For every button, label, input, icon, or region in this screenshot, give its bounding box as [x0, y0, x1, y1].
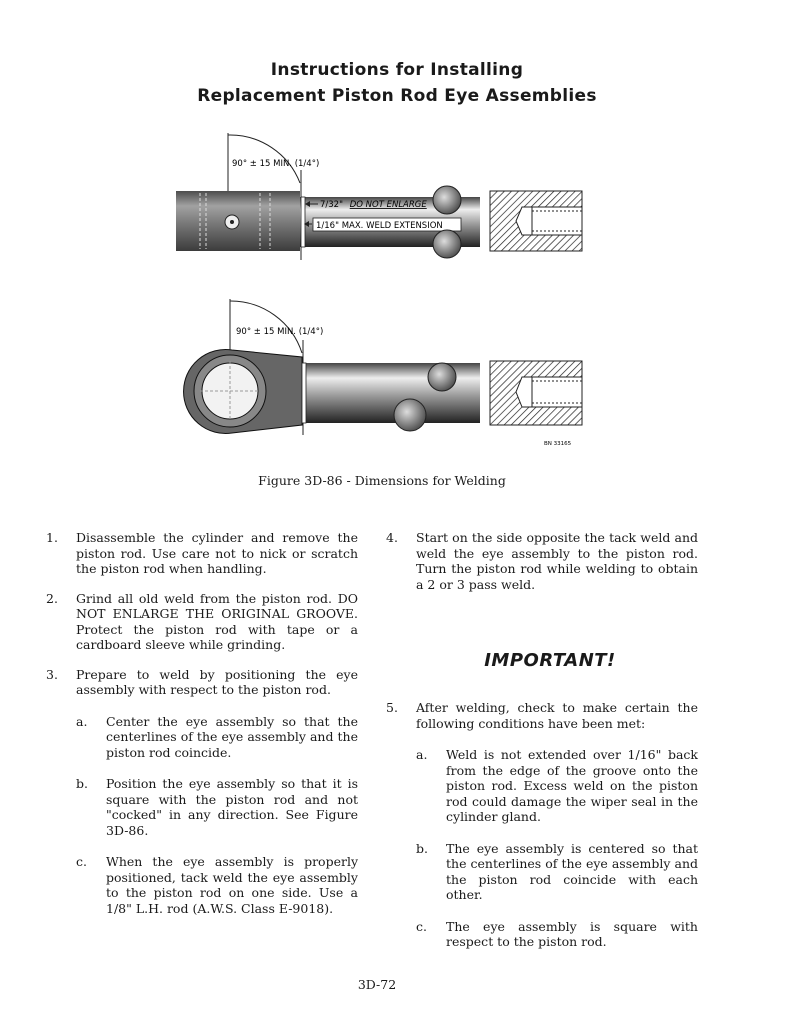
groove-label-warning: DO NOT ENLARGE [349, 200, 427, 210]
step-3b: b. Position the eye assembly so that it is square with the piston rod and not "cocked" in any direction. See Figure 3D-86. [76, 776, 358, 838]
angle-label-top: 90° ± 15 MIN. (1/4°) [232, 159, 320, 169]
top-drawing [176, 133, 582, 260]
step-5b: b. The eye assembly is centered so that the centerlines of the eye assembly and the piston rod coincide with each other. [416, 840, 698, 902]
step-3: 3. Prepare to weld by positioning the eye assembly with respect to the piston rod. a. Center the eye assembly so that the centerlines of the eye assembly and the piston rod coincide. b. Position the eye assembly so that it is square with the piston rod and not "cocked" in any direction. See Figure 3D-86. c. When the eye assembly is properly positioned, tack weld the eye assembly to the piston rod on one side. Use a 1/8" L.H. rod (A.W.S. Class E-9018). [46, 666, 358, 916]
step-2: 2. Grind all old weld from the piston rod. DO NOT ENLARGE THE ORIGINAL GROOVE. Protect the piston rod with tape or a cardboard sleeve while grinding. [46, 590, 358, 652]
step-5a: a. Weld is not extended over 1/16" back from the edge of the groove onto the piston rod. Excess weld on the piston rod could damage the wiper seal in the cylinder gland. [416, 747, 698, 824]
figure-ref-code: BN 33165 [544, 441, 572, 447]
right-column [386, 530, 698, 606]
step-3a: a. Center the eye assembly so that the centerlines of the eye assembly and the piston rod coincide. [76, 713, 358, 760]
page-number: 3D-72 [357, 977, 397, 992]
bottom-drawing [184, 299, 582, 447]
step-4: 4. Start on the side opposite the tack weld and weld the eye assembly to the piston rod. Turn the piston rod while welding to obtain a 2 or 3 pass weld. [386, 530, 698, 592]
title-line-1: Instructions for Installing [270, 60, 524, 80]
angle-label-bottom: 90° ± 15 MIN. (1/4°) [236, 327, 324, 337]
step-5: 5. After welding, check to make certain the following conditions have been met: a. Weld is not extended over 1/16" back from the edge of the groove onto the piston rod. Excess weld on the piston rod could damage the wiper seal in the cylinder gland. b. The eye assembly is centered so that the centerlines of the eye assembly and the piston rod coincide with each other. c. The eye assembly is square with respect to the piston rod. [386, 700, 698, 949]
step-5c: c. The eye assembly is square with respect to the piston rod. [416, 918, 698, 949]
svg-text:7/32" DO NOT ENLARGE [320, 200, 427, 210]
figure-caption: Figure 3D-86 - Dimensions for Welding [258, 473, 506, 488]
title-line-2: Replacement Piston Rod Eye Assemblies [197, 86, 597, 106]
important-heading: IMPORTANT! [484, 650, 616, 671]
weld-bead-top [433, 186, 461, 214]
right-column-lower [386, 700, 698, 964]
weld-bead-bottom [394, 399, 426, 431]
welding-dimensions-figure [160, 125, 600, 465]
step-1: 1. Disassemble the cylinder and remove the piston rod. Use care not to nick or scratch the piston rod when handling. [46, 530, 358, 576]
left-column [46, 530, 358, 930]
weld-extension-label: 1/16" MAX. WELD EXTENSION [316, 221, 443, 231]
step-3c: c. When the eye assembly is properly positioned, tack weld the eye assembly to the piston rod on one side. Use a 1/8" L.H. rod (A.W.S. Class E-9018). [76, 854, 358, 916]
groove-label-size: 7/32" [320, 200, 343, 210]
